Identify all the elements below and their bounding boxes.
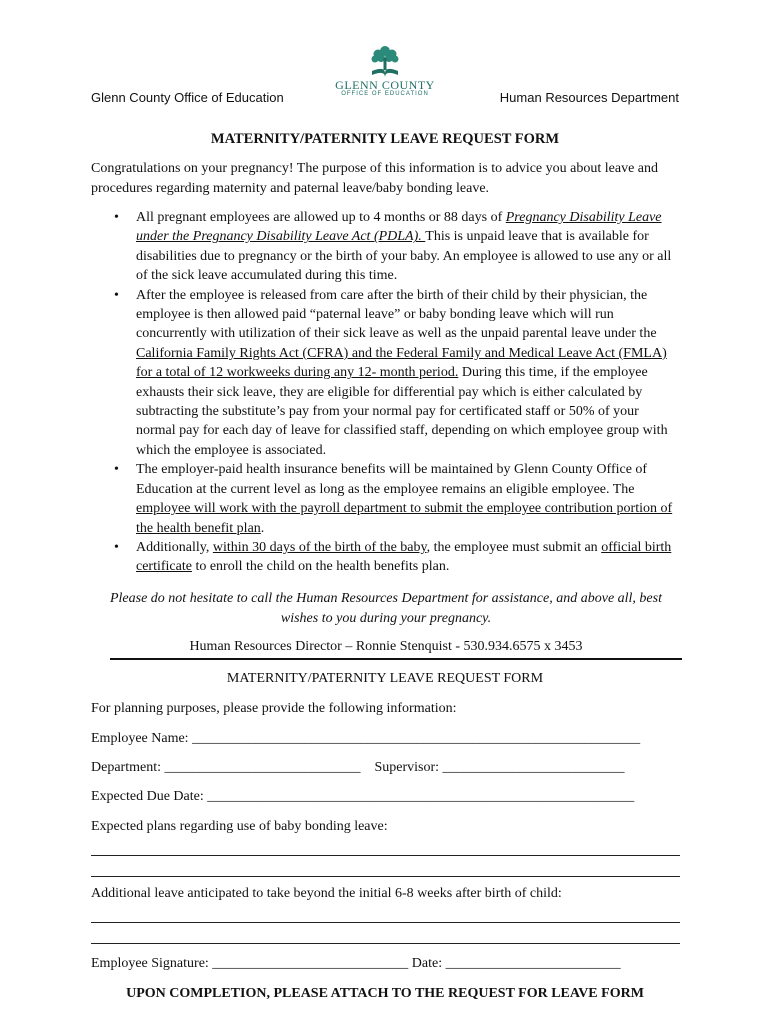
glenn-county-logo (330, 44, 440, 104)
bullet-bonding-leave: • After the employee is released from care after the birth of their child by their physician, the employee is then allowed paid “paternal leave” or baby bonding leave which will run concurrently with utilization of their sick leave as well as the unpaid parental leave under the California Family Rights Act (CFRA) and the Federal Family and Medical Leave Act (FMLA) for a total of 12 workweeks during any 12- month period. During this time, if the employee exhausts their sick leave, they are eligible for differential pay which is either calculated by subtracting the substitute’s pay from your normal pay for certificated staff or 50% of your normal pay for each day of leave for classified staff, depending on which employee group with which the employee is associated. (136, 286, 681, 461)
birth-certificate-note: official birth certificate (136, 539, 672, 575)
department-supervisor-fields[interactable]: Department: ____________________________ Supervisor: __________________________ (91, 760, 625, 775)
bonding-plans-line-2[interactable] (91, 876, 680, 877)
payroll-note: employee will work with the payroll department to submit the employee contribution portion of the health benefit plan (136, 501, 673, 536)
additional-leave-label: Additional leave anticipated to take beyond the initial 6-8 weeks after birth of child: (91, 886, 562, 901)
hr-contact: Human Resources Director – Ronnie Stenquist - 530.934.6575 x 3453 (189, 639, 583, 654)
section-divider (110, 658, 682, 660)
bullet-health-benefits: • The employer-paid health insurance benefits will be maintained by Glenn County Office of Education at the current level as long as the employee remains an eligible employee. The employee will work with the payroll department to submit the employee contribution portion of the health benefit plan. (136, 460, 681, 538)
additional-leave-line-1[interactable] (91, 922, 680, 923)
cfra-fmla-reference: California Family Rights Act (CFRA) and the Federal Family and Medical Leave Act (FMLA) for a total of 12 workweeks during any 12- month period. (136, 345, 667, 381)
employee-name-field[interactable]: Employee Name: ________________________________________________________________ (91, 731, 641, 746)
pdla-reference: Pregnancy Disability Leave under the Pregnancy Disability Leave Act (PDLA). (136, 210, 662, 245)
document-title: MATERNITY/PATERNITY LEAVE REQUEST FORM (210, 131, 560, 147)
bullet-birth-certificate: • Additionally, within 30 days of the birth of the baby, the employee must submit an official birth certificate to enroll the child on the health benefits plan. (136, 538, 681, 577)
signature-date-fields[interactable]: Employee Signature: ____________________________ Date: _________________________ (91, 956, 621, 971)
logo-subtitle: OFFICE OF EDUCATION (341, 91, 429, 97)
closing-message: Please do not hesitate to call the Human Resources Department for assistance, and above all, best wishes to you during your pregnancy. (109, 591, 662, 626)
planning-instructions: For planning purposes, please provide the following information: (91, 701, 457, 716)
header-department: Human Resources Department (499, 90, 679, 105)
deadline-note: within 30 days of the birth of the baby (212, 539, 427, 555)
completion-instruction: UPON COMPLETION, PLEASE ATTACH TO THE REQUEST FOR LEAVE FORM (126, 986, 644, 1001)
additional-leave-line-2[interactable] (91, 943, 680, 944)
logo-title: GLENN COUNTY (335, 78, 435, 92)
due-date-field[interactable]: Expected Due Date: _____________________________________________________________ (91, 789, 635, 804)
header-organization: Glenn County Office of Education (91, 90, 284, 105)
bullet-pdla: • All pregnant employees are allowed up to 4 months or 88 days of Pregnancy Disability Leave under the Pregnancy Disability Leave Act (PDLA). This is unpaid leave that is available for disabilities due to pregnancy or the birth of your baby. An employee is allowed to use any or all of the sick leave accumulated during this time. (136, 208, 681, 286)
leave-info-list (91, 208, 681, 577)
tree-book-icon (368, 44, 402, 78)
intro-paragraph: Congratulations on your pregnancy! The purpose of this information is to advice you about leave and procedures regarding maternity and paternal leave/baby bonding leave. (91, 161, 658, 196)
form-title: MATERNITY/PATERNITY LEAVE REQUEST FORM (226, 671, 544, 686)
bonding-plans-line-1[interactable] (91, 855, 680, 856)
bonding-plans-label: Expected plans regarding use of baby bonding leave: (91, 819, 388, 834)
